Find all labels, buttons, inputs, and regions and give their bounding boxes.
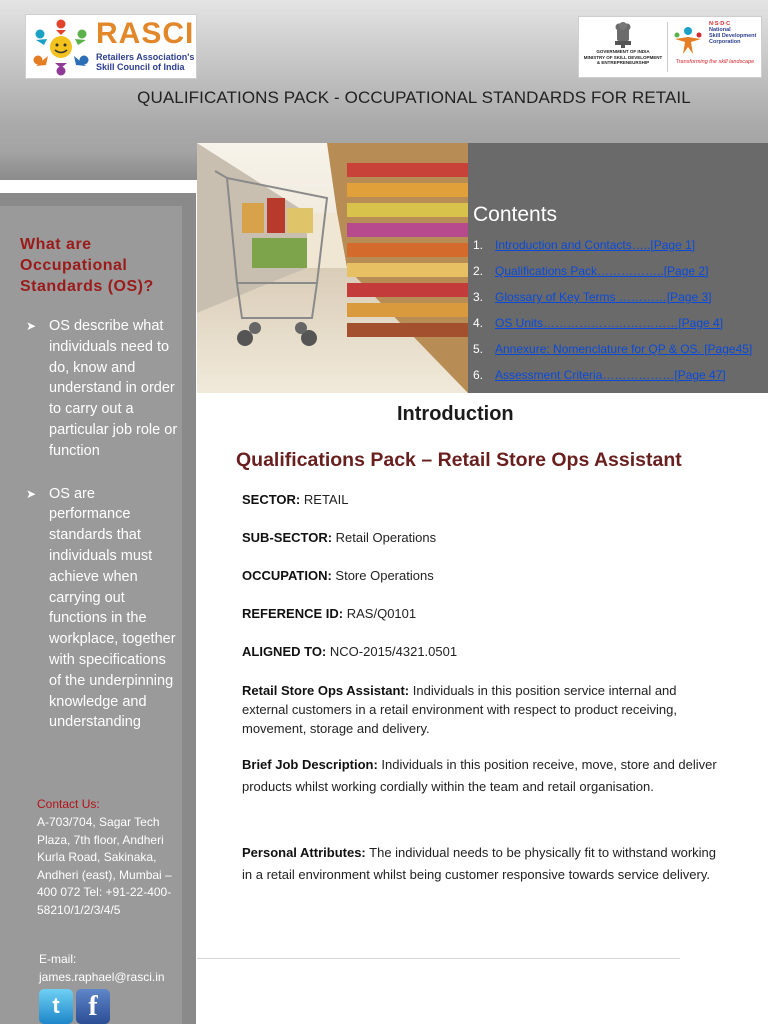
attributes-label: Personal Attributes: xyxy=(242,845,366,860)
nsdc-abbr: N·S·D·C xyxy=(709,21,731,27)
facebook-icon[interactable] xyxy=(76,989,110,1024)
rasci-subtitle-line2: Skill Council of India xyxy=(96,62,185,72)
contents-link-introduction[interactable]: Introduction and Contacts…..[Page 1] xyxy=(495,238,696,252)
contents-item-number: 1. xyxy=(473,238,484,252)
email-label: E-mail: xyxy=(39,952,77,966)
field-value: Store Operations xyxy=(335,568,434,583)
contents-item-number: 2. xyxy=(473,264,484,278)
introduction-heading: Introduction xyxy=(397,403,514,425)
contents-item-number: 6. xyxy=(473,368,484,382)
sidebar-heading: What are Occupational Standards (OS)? xyxy=(20,236,154,295)
field-label: REFERENCE ID: xyxy=(242,606,344,621)
os-bullet-text: OS describe what individuals need to do, know and understand in order to carry out a particular job role or function xyxy=(49,318,178,459)
sidebar xyxy=(0,206,182,1024)
sector-field xyxy=(242,492,348,507)
gov-line3: & ENTREPRENEURSHIP xyxy=(596,60,650,65)
field-label: OCCUPATION: xyxy=(242,568,332,583)
nsdc-line1: National xyxy=(709,27,731,33)
twitter-glyph: t xyxy=(52,993,60,1018)
field-value: Retail Operations xyxy=(335,530,437,545)
rasci-subtitle xyxy=(96,52,194,72)
sub-sector-field xyxy=(242,530,436,545)
document-title: QUALIFICATIONS PACK - OCCUPATIONAL STANDARDS FOR RETAIL xyxy=(137,88,691,107)
contents-link-glossary[interactable]: Glossary of Key Terms …………[Page 3] xyxy=(495,290,712,304)
qualifications-pack-heading: Qualifications Pack – Retail Store Ops Assistant xyxy=(236,449,682,471)
nsdc-line3: Corporation xyxy=(709,39,741,45)
contact-address: A-703/704, Sagar Tech Plaza, 7th floor, Andheri Kurla Road, Sakinaka, Andheri (east), Mumbai – 400 072 Tel: +91-22-400-58210/1/2/3/4/5 xyxy=(37,815,172,917)
contents-link-annexure[interactable]: Annexure: Nomenclature for QP & OS. [Page45] xyxy=(495,342,753,356)
reference-id-field xyxy=(242,606,416,621)
rasci-wordmark: RASCI xyxy=(96,17,195,50)
twitter-icon[interactable] xyxy=(39,989,73,1024)
brief-job-description xyxy=(242,754,722,798)
role-label: Retail Store Ops Assistant: xyxy=(242,683,410,698)
rasci-logo xyxy=(25,14,197,79)
nsdc-block xyxy=(671,21,759,75)
role-text: Individuals in this position service internal and external customers in a retail environment with respect to product receiving, movement, storage and delivery. xyxy=(242,683,677,736)
contents-panel xyxy=(468,143,768,393)
arrow-bullet-icon: ➤ xyxy=(26,486,37,501)
personal-attributes xyxy=(242,842,722,886)
os-bullet-item xyxy=(0,316,182,462)
brief-label: Brief Job Description: xyxy=(242,757,378,772)
india-emblem-icon xyxy=(611,21,635,49)
social-links xyxy=(39,989,111,1024)
contents-item-number: 3. xyxy=(473,290,484,304)
contents-item-number: 4. xyxy=(473,316,484,330)
contents-link-assessment-criteria[interactable]: Assessment Criteria………………[Page 47] xyxy=(495,368,726,382)
contact-label: Contact Us: xyxy=(37,797,100,811)
contents-item-number: 5. xyxy=(473,342,484,356)
arrow-bullet-icon: ➤ xyxy=(26,319,37,333)
attributes-text: The individual needs to be physically fit to withstand working in a retail environment whilst being customer responsive towards service delivery. xyxy=(242,845,717,882)
role-description xyxy=(242,681,722,738)
contents-link-os-units[interactable]: OS Units………………….…………[Page 4] xyxy=(495,316,724,330)
os-bullet-list xyxy=(0,316,182,755)
gov-line2: MINISTRY OF SKILL DEVELOPMENT xyxy=(583,54,663,60)
occupation-field xyxy=(242,568,434,583)
logo-divider xyxy=(667,22,668,72)
nsdc-tagline: Transforming the skill landscape xyxy=(675,59,755,65)
gov-text xyxy=(581,49,665,66)
bottom-divider xyxy=(197,958,680,959)
nsdc-line2: Skill Development xyxy=(709,33,757,39)
contents-title: Contents xyxy=(473,203,558,226)
gov-nsdc-logo xyxy=(578,16,762,78)
aligned-to-field xyxy=(242,644,457,659)
email-address: james.raphael@rasci.in xyxy=(39,970,165,984)
supermarket-aisle-photo xyxy=(197,143,468,393)
field-value: RAS/Q0101 xyxy=(346,606,417,621)
rasci-people-icon xyxy=(30,18,92,76)
nsdc-name xyxy=(709,21,756,45)
brief-text: Individuals in this position receive, move, store and deliver products whilst working cordially within the team and retail organisation. xyxy=(242,757,717,794)
os-bullet-item xyxy=(0,484,182,734)
facebook-glyph: f xyxy=(88,991,98,1022)
contents-link-qualifications-pack[interactable]: Qualifications Pack……………..[Page 2] xyxy=(495,264,709,278)
gov-line1: GOVERNMENT OF INDIA xyxy=(596,49,650,54)
nsdc-figure-icon xyxy=(671,25,705,55)
rasci-subtitle-line1: Retailers Association's xyxy=(96,52,195,62)
field-label: SECTOR: xyxy=(242,492,301,507)
gov-india-block xyxy=(581,19,665,75)
os-bullet-text: OS are performance standards that individuals must achieve when carrying out functions in the workplace, together with specifications of the underpinning knowledge and understanding xyxy=(49,485,176,731)
field-value: RETAIL xyxy=(303,492,349,507)
field-label: SUB-SECTOR: xyxy=(242,530,333,545)
field-label: ALIGNED TO: xyxy=(242,644,327,659)
field-value: NCO-2015/4321.0501 xyxy=(329,644,458,659)
